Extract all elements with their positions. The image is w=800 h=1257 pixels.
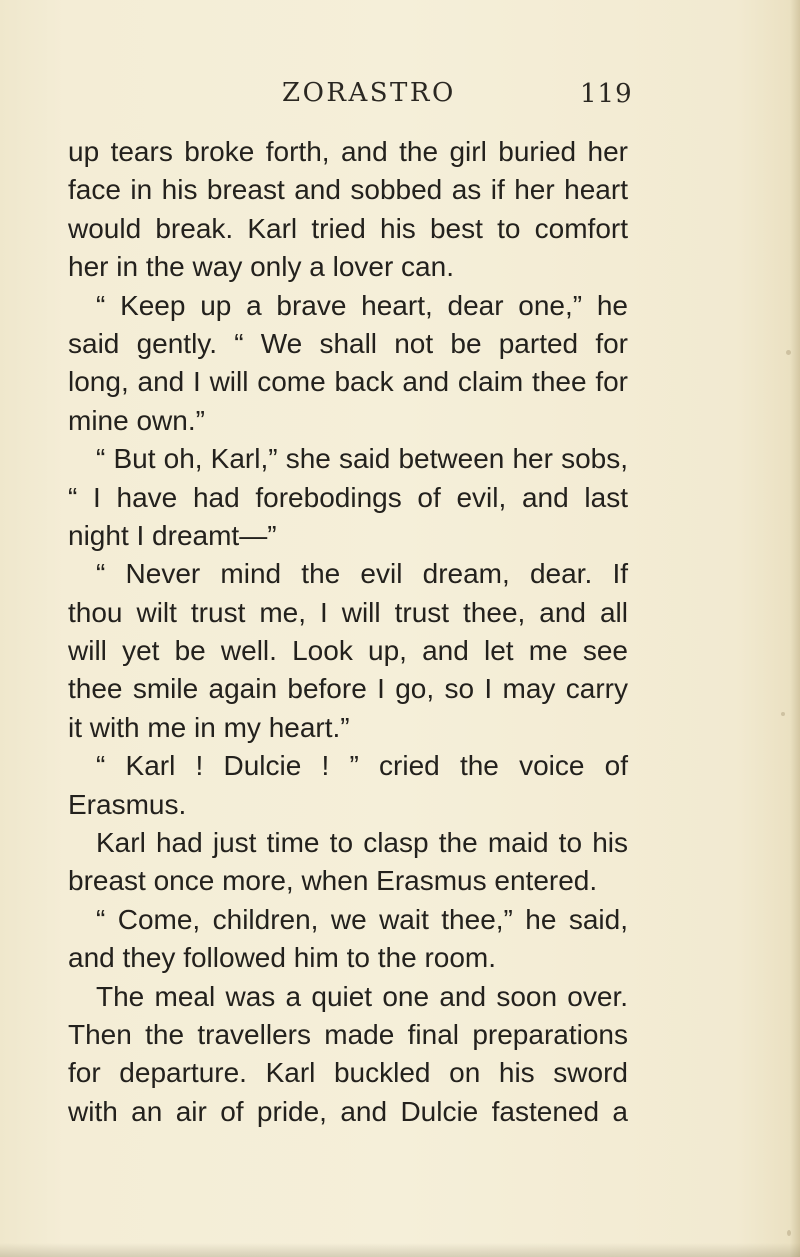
text-line: up tears broke forth, and the girl buried her — [68, 136, 628, 167]
page-number: 119 — [580, 79, 633, 109]
text-line: The meal was a quiet one and soon over. — [96, 980, 628, 1012]
text-line: with an air of pride, and Dulcie fastened a — [68, 1095, 628, 1127]
text-line: Then the travellers made final preparations — [68, 1018, 628, 1050]
text-line: “ Come, children, we wait thee,” he said, — [96, 903, 628, 935]
text-line: “ Keep up a brave heart, dear one,” he — [96, 289, 628, 321]
text-line: and they followed him to the room. — [68, 942, 497, 974]
text-line: “ Never mind the evil dream, dear. If — [96, 558, 628, 590]
text-line: night I dreamt—” — [68, 519, 277, 551]
page-bottom-shadow — [0, 1243, 800, 1257]
paper-speck — [781, 712, 785, 716]
text-line: Karl had just time to clasp the maid to his — [96, 827, 628, 859]
text-line: said gently. “ We shall not be parted for — [68, 327, 628, 359]
paper-speck — [786, 350, 791, 355]
text-line: her in the way only a lover can. — [68, 251, 454, 283]
text-line: thou wilt trust me, I will trust thee, and all — [68, 596, 628, 628]
running-title: ZORASTRO — [282, 78, 456, 108]
text-line: face in his breast and sobbed as if her heart — [68, 174, 628, 206]
text-line: Erasmus. — [68, 788, 187, 820]
text-line: would break. Karl tried his best to comfort — [68, 212, 628, 244]
text-line: “ I have had forebodings of evil, and last — [68, 481, 628, 513]
text-line: for departure. Karl buckled on his sword — [68, 1057, 628, 1089]
text-line: “ Karl ! Dulcie ! ” cried the voice of — [96, 750, 628, 782]
paper-speck — [787, 1230, 791, 1236]
text-line: it with me in my heart.” — [68, 711, 350, 743]
text-line: will yet be well. Look up, and let me see — [68, 635, 628, 667]
text-line: long, and I will come back and claim thee for — [68, 366, 628, 398]
page-edge-shadow — [790, 0, 800, 1257]
body-text — [68, 133, 628, 1131]
text-line: breast once more, when Erasmus entered. — [68, 865, 598, 897]
text-line: “ But oh, Karl,” she said between her sobs, — [96, 443, 628, 475]
text-line: thee smile again before I go, so I may carry — [68, 673, 628, 705]
text-line: mine own.” — [68, 404, 205, 436]
page-header — [0, 78, 800, 122]
